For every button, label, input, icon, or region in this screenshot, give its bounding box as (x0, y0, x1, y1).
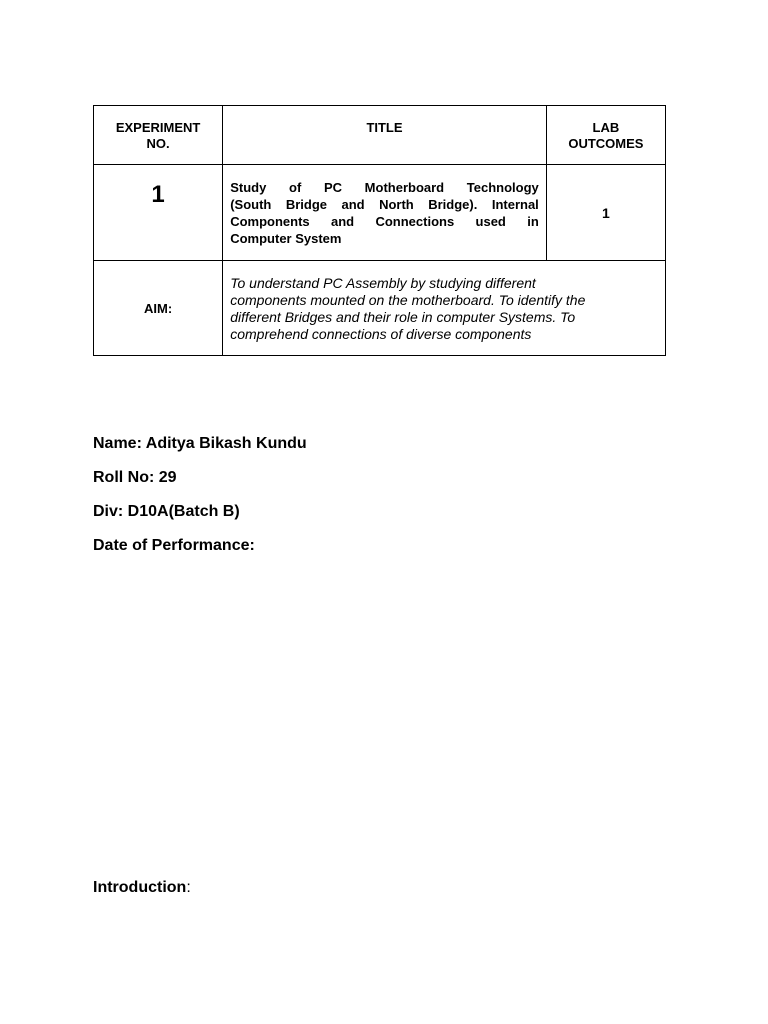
experiment-title: Study of PC Motherboard Technology (South Bridge and North Bridge). Internal Components and Connections used in Computer System (223, 165, 547, 261)
aim-row (94, 261, 666, 356)
table-header-row (94, 106, 666, 165)
lab-outcome-value: 1 (546, 165, 665, 261)
experiment-no-header: EXPERIMENT NO. (94, 106, 223, 165)
introduction-label: Introduction (93, 879, 187, 896)
student-name: Name: Aditya Bikash Kundu (93, 435, 307, 452)
aim-label: AIM: (94, 261, 223, 356)
introduction-colon: : (186, 879, 191, 896)
lab-outcomes-header: LAB OUTCOMES (546, 106, 665, 165)
introduction-heading (93, 879, 191, 897)
experiment-number: 1 (94, 165, 223, 261)
aim-text: To understand PC Assembly by studying different components mounted on the motherboard. To identify the different Bridges and their role in computer Systems. To comprehend connections of diverse components (223, 261, 666, 356)
roll-number: Roll No: 29 (93, 469, 177, 486)
title-header: TITLE (223, 106, 547, 165)
experiment-row (94, 165, 666, 261)
experiment-table (93, 105, 666, 356)
date-of-performance: Date of Performance: (93, 537, 255, 554)
division: Div: D10A(Batch B) (93, 503, 240, 520)
